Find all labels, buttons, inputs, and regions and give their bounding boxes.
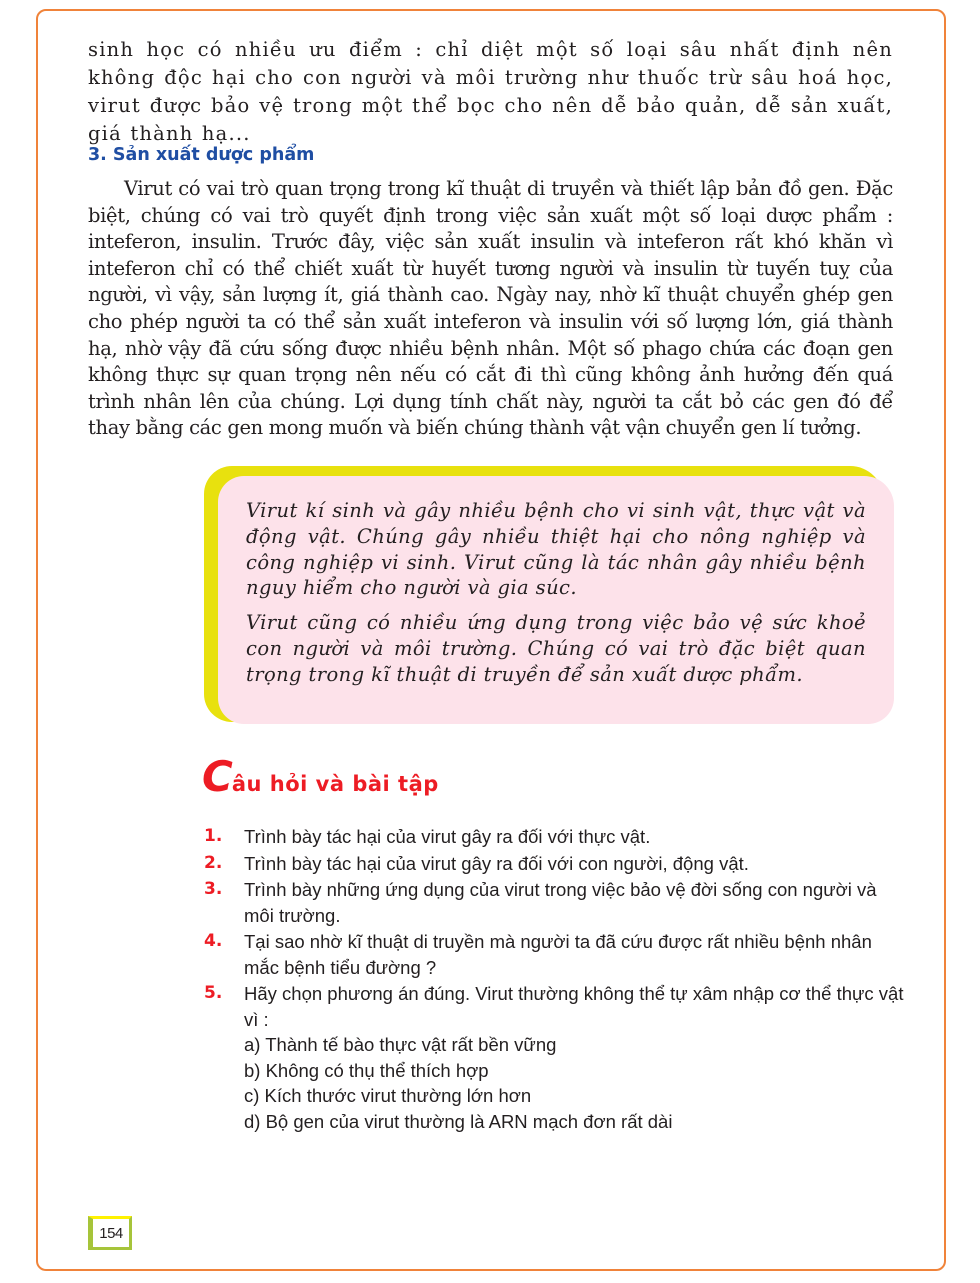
summary-box	[204, 466, 894, 724]
section-heading: 3. Sản xuất dược phẩm	[88, 145, 315, 165]
answer-option-c: c) Kích thước virut thường lớn hơn	[244, 1085, 532, 1106]
question-item	[204, 877, 904, 928]
page-number: 154	[88, 1216, 132, 1250]
question-item	[204, 824, 904, 850]
summary-paragraph-1: Virut kí sinh và gây nhiều bệnh cho vi sinh vật, thực vật và động vật. Chúng gây nhiều thiệt hại cho nông nghiệp và công nghiệp vi sinh. Virut cũng là tác nhân gây nhiều bệnh nguy hiểm cho người và gia súc.	[246, 499, 866, 600]
question-text: Trình bày tác hại của virut gây ra đối với con người, động vật.	[244, 852, 749, 874]
question-text: Tại sao nhờ kĩ thuật di truyền mà người ta đã cứu được rất nhiều bệnh nhân mắc bệnh tiểu đường ?	[244, 931, 872, 978]
answer-option-d: d) Bộ gen của virut thường là ARN mạch đơn rất dài	[244, 1110, 673, 1132]
question-number: 2.	[204, 852, 223, 873]
question-text: Trình bày những ứng dụng của virut trong việc bảo vệ đời sống con người và môi trường.	[244, 879, 877, 926]
summary-paragraph-2: Virut cũng có nhiều ứng dụng trong việc bảo vệ sức khoẻ con người và môi trường. Chúng có vai trò đặc biệt quan trọng trong kĩ thuật di truyền để sản xuất dược phẩm.	[246, 611, 866, 686]
answer-option-b: b) Không có thụ thể thích hợp	[244, 1059, 489, 1081]
question-text: Hãy chọn phương án đúng. Virut thường không thể tự xâm nhập cơ thể thực vật vì :	[244, 983, 904, 1030]
answer-option-a: a) Thành tế bào thực vật rất bền vững	[244, 1034, 557, 1055]
questions-heading-rest: âu hỏi và bài tập	[231, 772, 439, 796]
question-item	[204, 929, 904, 980]
question-number: 5.	[204, 983, 223, 1003]
question-number: 4.	[204, 931, 223, 951]
questions-heading-initial: C	[202, 752, 232, 801]
summary-box-body	[218, 476, 894, 724]
questions-heading	[202, 752, 439, 801]
section-paragraph: Virut có vai trò quan trọng trong kĩ thuật di truyền và thiết lập bản đồ gen. Đặc biệt, chúng có vai trò quyết định trong việc sản xuất một số loại dược phẩm : inteferon, insulin. Trước đây, việc sản xuất insulin và inteferon rất khó khăn vì inteferon chỉ có thể chiết xuất từ huyết tương người và insulin từ tuyến tuỵ của người, vì vậy, sản lượng ít, giá thành cao. Ngày nay, nhờ kĩ thuật chuyển ghép gen cho phép người ta có thể sản xuất inteferon và insulin với số lượng lớn, giá thành hạ, nhờ vậy đã cứu sống được nhiều bệnh nhân. Một số phago chứa các đoạn gen không thực sự quan trọng nên nếu có cắt đi thì cũng không ảnh hưởng đến quá trình nhân lên của chúng. Lợi dụng tính chất này, người ta cắt bỏ các gen đó để thay bằng các gen mong muốn và biến chúng thành vật vận chuyển gen lí tưởng.	[88, 177, 893, 440]
intro-paragraph: sinh học có nhiều ưu điểm : chỉ diệt một số loại sâu nhất định nên không độc hại cho con người và môi trường như thuốc trừ sâu hoá học, virut được bảo vệ trong một thể bọc cho nên dễ bảo quản, dễ sản xuất, giá thành hạ...	[88, 38, 893, 145]
question-number: 1.	[204, 826, 223, 846]
question-text: Trình bày tác hại của virut gây ra đối với thực vật.	[244, 826, 651, 847]
question-item	[204, 981, 904, 1134]
question-number: 3.	[204, 879, 223, 899]
summary-text	[246, 498, 866, 697]
question-item	[204, 851, 904, 877]
question-list	[204, 824, 904, 1135]
